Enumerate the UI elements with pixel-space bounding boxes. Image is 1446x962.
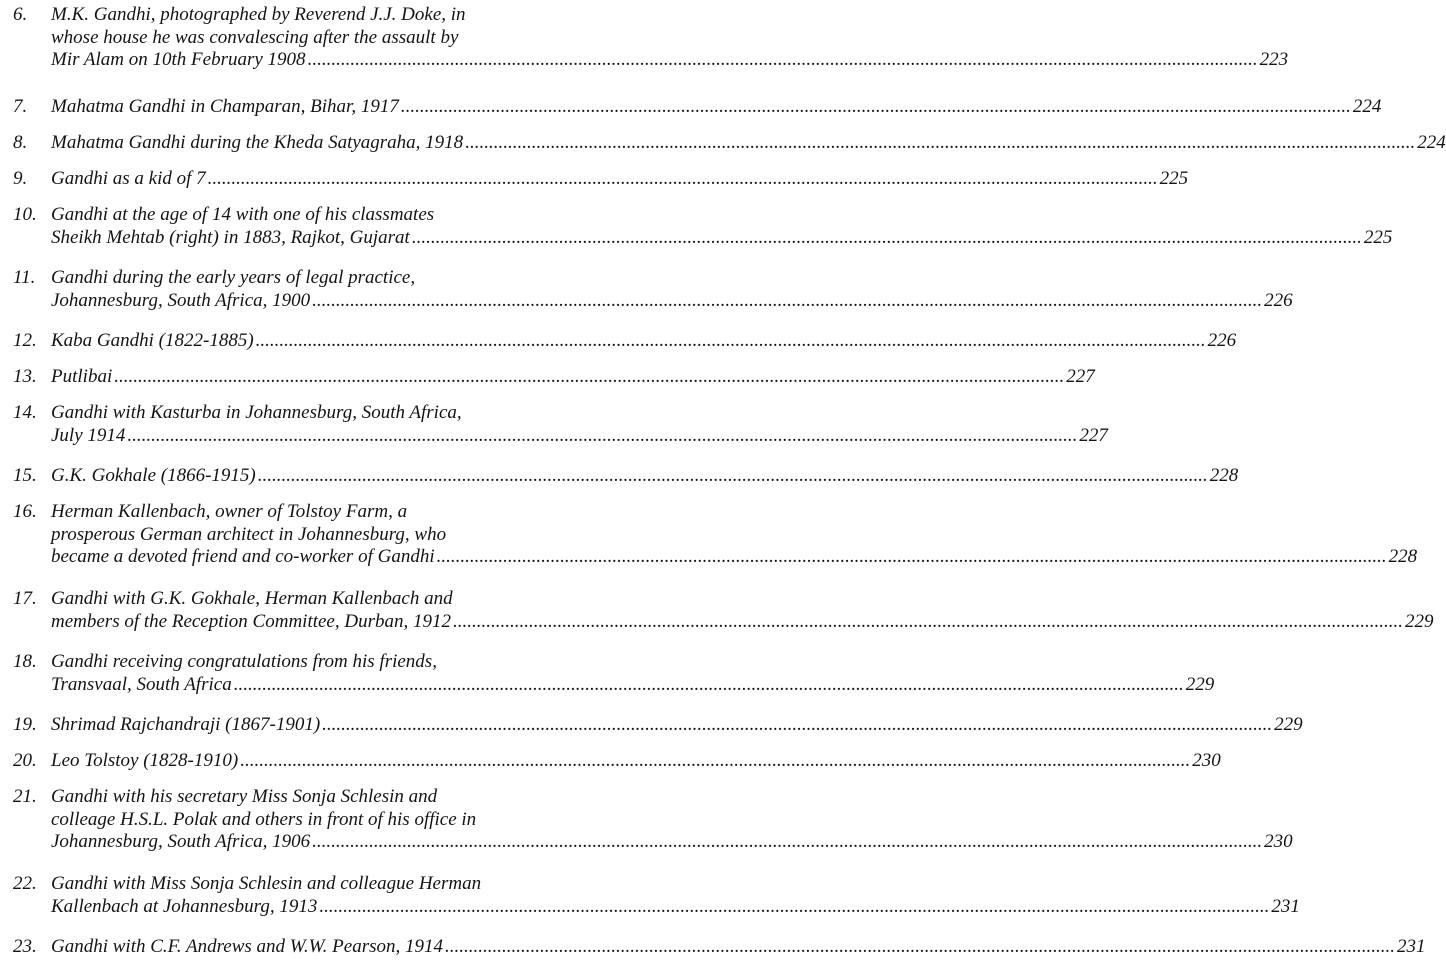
entry-caption-last-line [51, 465, 1239, 487]
entry-caption-last-line [51, 714, 1303, 736]
entry-caption-last-line [51, 366, 1095, 388]
entry-caption-last-line [51, 132, 1446, 154]
page-number: 229 [1404, 610, 1434, 632]
dot-leader: ........................................................................................................................................................................................................ [257, 465, 1208, 486]
page-number: 225 [1363, 226, 1393, 248]
dot-leader: ........................................................................................................................................................................................................ [452, 610, 1403, 632]
dot-leader: ........................................................................................................................................................................................................ [465, 132, 1416, 153]
entry-caption-text: Johannesburg, South Africa, 1900 [51, 289, 311, 311]
dot-leader: ........................................................................................................................................................................................................ [307, 49, 1258, 70]
entry-number: 21. [13, 786, 37, 807]
entry-caption-text: Gandhi with C.F. Andrews and W.W. Pearson, 1914 [51, 936, 444, 957]
entry-number: 16. [13, 501, 37, 522]
entry-caption-line: Gandhi at the age of 14 with one of his classmates [51, 204, 435, 225]
entry-caption-line: Gandhi during the early years of legal practice, [51, 267, 416, 288]
entry-caption-last-line [51, 750, 1221, 772]
dot-leader: ........................................................................................................................................................................................................ [240, 750, 1191, 771]
entry-number: 18. [13, 651, 37, 672]
entry-caption-line: Gandhi with his secretary Miss Sonja Schlesin and [51, 786, 438, 807]
entry-caption-text: became a devoted friend and co-worker of Gandhi [51, 546, 435, 567]
entry-number: 11. [13, 267, 36, 288]
entry-caption-text: Mahatma Gandhi during the Kheda Satyagraha, 1918 [51, 132, 464, 153]
page-number: 229 [1274, 714, 1303, 735]
entry-caption-last-line [51, 424, 1108, 447]
entry-caption-text: Putlibai [51, 366, 113, 387]
page-number: 225 [1159, 168, 1189, 189]
entry-caption-text: Johannesburg, South Africa, 1906 [51, 831, 311, 852]
entry-number: 13. [13, 366, 37, 387]
page-number: 224 [1417, 132, 1446, 153]
entry-caption-last-line [51, 546, 1418, 568]
entry-number: 8. [13, 132, 28, 153]
page-number: 226 [1264, 289, 1293, 311]
dot-leader: ........................................................................................................................................................................................................ [312, 289, 1263, 311]
entry-caption-line: whose house he was convalescing after the assault by [51, 26, 459, 48]
entry-caption-last-line [51, 895, 1300, 918]
entry-number: 14. [13, 402, 37, 423]
dot-leader: ........................................................................................................................................................................................................ [312, 831, 1263, 852]
page-number: 227 [1079, 424, 1108, 446]
dot-leader: ........................................................................................................................................................................................................ [127, 424, 1078, 446]
page-number: 230 [1192, 750, 1221, 771]
dot-leader: ........................................................................................................................................................................................................ [114, 366, 1065, 387]
entry-number: 22. [13, 873, 37, 894]
entry-caption-text: Mir Alam on 10th February 1908 [51, 49, 306, 70]
entry-caption-line: Herman Kallenbach, owner of Tolstoy Farm, a [51, 501, 408, 522]
page-number: 231 [1397, 936, 1426, 957]
page-number: 230 [1264, 831, 1293, 852]
entry-number: 10. [13, 204, 37, 225]
entry-caption-text: Gandhi as a kid of 7 [51, 168, 206, 189]
page-number: 224 [1352, 96, 1382, 117]
entry-caption-line: Gandhi with Miss Sonja Schlesin and colleague Herman [51, 873, 482, 894]
entry-caption-last-line [51, 96, 1382, 118]
entry-caption-text: Kaba Gandhi (1822-1885) [51, 330, 254, 351]
page-number: 226 [1207, 330, 1237, 351]
entry-caption-last-line [51, 831, 1293, 853]
entry-number: 12. [13, 330, 37, 351]
dot-leader: ........................................................................................................................................................................................................ [411, 226, 1362, 248]
dot-leader: ........................................................................................................................................................................................................ [400, 96, 1351, 117]
entry-caption-last-line [51, 289, 1293, 312]
entry-caption-line: Gandhi receiving congratulations from his friends, [51, 651, 437, 672]
page-number: 228 [1388, 546, 1418, 567]
entry-caption-line: Gandhi with G.K. Gokhale, Herman Kallenbach and [51, 588, 453, 609]
page-number: 223 [1259, 49, 1289, 70]
entry-caption-text: July 1914 [51, 424, 126, 446]
entry-caption-text: Kallenbach at Johannesburg, 1913 [51, 895, 318, 917]
page-number: 227 [1066, 366, 1095, 387]
entry-number: 9. [13, 168, 28, 189]
entry-caption-line: M.K. Gandhi, photographed by Reverend J.J. Doke, in [51, 4, 466, 25]
dot-leader: ........................................................................................................................................................................................................ [322, 714, 1273, 735]
entry-caption-line: prosperous German architect in Johannesburg, who [51, 523, 447, 545]
entry-caption-text: Transvaal, South Africa [51, 673, 232, 695]
entry-number: 6. [13, 4, 28, 25]
entry-caption-last-line [51, 330, 1237, 352]
dot-leader: ........................................................................................................................................................................................................ [233, 673, 1184, 695]
entry-caption-last-line [51, 610, 1434, 633]
dot-leader: ........................................................................................................................................................................................................ [445, 936, 1396, 957]
entry-caption-text: Mahatma Gandhi in Champaran, Bihar, 1917 [51, 96, 399, 117]
entry-caption-line: colleage H.S.L. Polak and others in front of his office in [51, 808, 477, 830]
entry-number: 7. [13, 96, 28, 117]
entry-caption-last-line [51, 226, 1393, 249]
entry-caption-text: Leo Tolstoy (1828-1910) [51, 750, 239, 771]
entry-number: 20. [13, 750, 37, 771]
dot-leader: ........................................................................................................................................................................................................ [319, 895, 1270, 917]
page-number: 228 [1209, 465, 1239, 486]
page-number: 231 [1271, 895, 1300, 917]
entry-caption-last-line [51, 49, 1289, 71]
entry-number: 17. [13, 588, 37, 609]
entry-caption-last-line [51, 168, 1189, 190]
dot-leader: ........................................................................................................................................................................................................ [255, 330, 1206, 351]
entry-caption-line: Gandhi with Kasturba in Johannesburg, South Africa, [51, 402, 462, 423]
entry-caption-text: Sheikh Mehtab (right) in 1883, Rajkot, Gujarat [51, 226, 410, 248]
entry-caption-last-line [51, 673, 1215, 696]
entry-number: 19. [13, 714, 37, 735]
entry-number: 23. [13, 936, 37, 957]
dot-leader: ........................................................................................................................................................................................................ [207, 168, 1158, 189]
entry-caption-text: members of the Reception Committee, Durban, 1912 [51, 610, 451, 632]
dot-leader: ........................................................................................................................................................................................................ [436, 546, 1387, 567]
entry-caption-text: G.K. Gokhale (1866-1915) [51, 465, 256, 486]
entry-number: 15. [13, 465, 37, 486]
entry-caption-last-line [51, 936, 1426, 958]
entry-caption-text: Shrimad Rajchandraji (1867-1901) [51, 714, 321, 735]
page-number: 229 [1185, 673, 1215, 695]
